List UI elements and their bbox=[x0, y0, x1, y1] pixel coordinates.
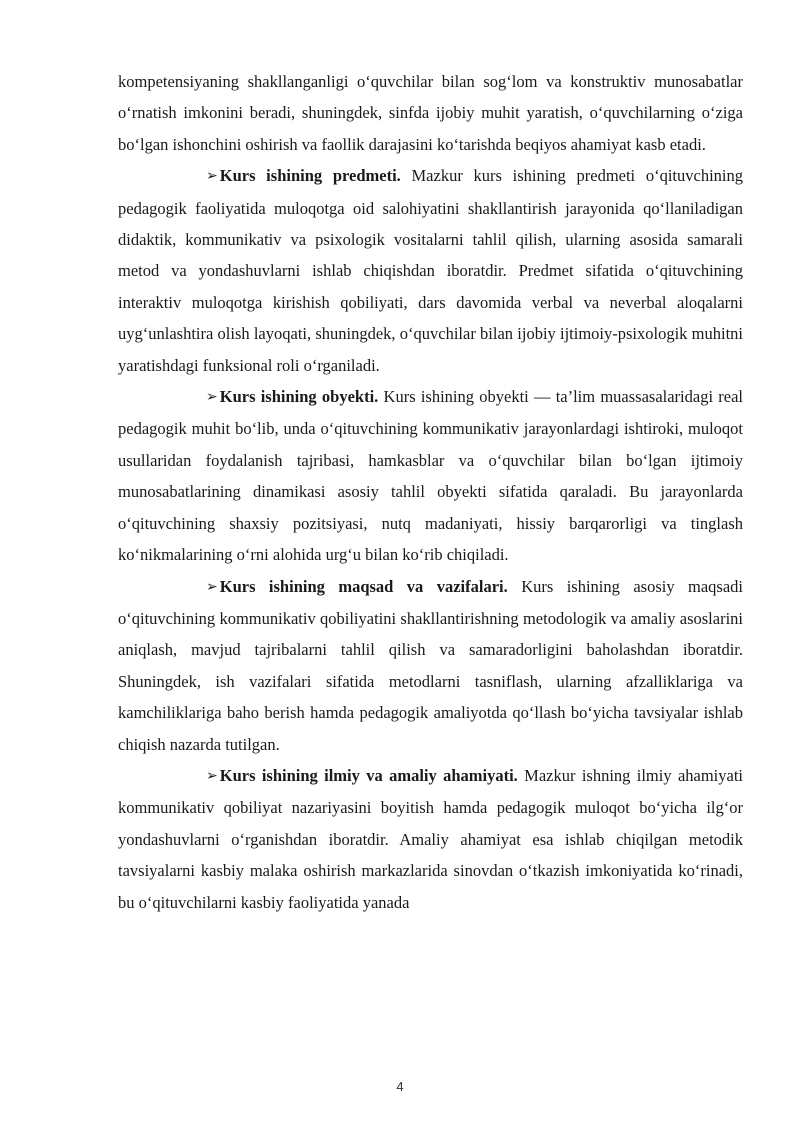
section-heading: Kurs ishining obyekti. bbox=[219, 387, 379, 407]
continuation-paragraph: kompetensiyaning shakllanganligi o‘quvchilar bilan sog‘lom va konstruktiv munosabatlar o‘rnatish imkonini beradi, shuningdek, sinfda ijobiy muhit yaratish, o‘quvchilarning o‘ziga bo‘lgan ishonchini oshirish va faollik darajasini ko‘tarishda beqiyos ahamiyat kasb etadi. bbox=[118, 72, 743, 154]
section-body: Mazkur kurs ishining predmeti o‘qituvchining pedagogik faoliyatida muloqotga oid salohiyatini shakllantirish jarayonida qo‘llaniladigan didaktik, kommunikativ va psixologik vositalarni tahlil qilish, ularning asosida samarali metod va yondashuvlarni ishlab chiqishdan iboratdir. Predmet sifatida o‘qituvchining interaktiv muloqotga kirishish qobiliyati, dars davomida verbal va neverbal aloqalarni uyg‘unlashtira olish layoqati, shuningdek, o‘quvchilar bilan ijobiy ijtimoiy-psixologik muhitni yaratishdagi funksional roli o‘rganiladi. bbox=[118, 166, 743, 375]
section-maqsad bbox=[118, 571, 743, 760]
section-obyekt bbox=[118, 381, 743, 570]
section-heading: Kurs ishining ilmiy va amaliy ahamiyati. bbox=[219, 765, 518, 785]
arrow-bullet-icon: ➢ bbox=[206, 578, 218, 595]
arrow-bullet-icon: ➢ bbox=[206, 389, 218, 406]
section-predmet bbox=[118, 160, 743, 381]
section-body: Kurs ishining obyekti — ta’lim muassasalaridagi real pedagogik muhit bo‘lib, unda o‘qituvchining kommunikativ jarayonlardagi ishtiroki, muloqot usullaridan foydalanish tajribasi, hamkasblar va o‘quvchilar bilan bo‘lgan ijtimoiy munosabatlarining dinamikasi asosiy tahlil obyekti sifatida qaraladi. Bu jarayonlarda o‘qituvchining shaxsiy pozitsiyasi, nutq madaniyati, hissiy barqarorligi va tinglash ko‘nikmalarining o‘rni alohida urg‘u bilan ko‘rib chiqiladi. bbox=[118, 387, 744, 565]
page-number: 4 bbox=[396, 1079, 404, 1094]
arrow-bullet-icon: ➢ bbox=[206, 767, 218, 784]
section-heading: Kurs ishining predmeti. bbox=[219, 166, 401, 186]
section-heading: Kurs ishining maqsad va vazifalari. bbox=[219, 576, 508, 596]
section-body: Kurs ishining asosiy maqsadi o‘qituvchining kommunikativ qobiliyatini shakllantirishning metodologik va amaliy asoslarini aniqlash, mavjud tajribalarni tahlil qilish va samaradorligini baholashdan iboratdir. Shuningdek, ish vazifalari sifatida metodlarni tasniflash, ularning afzalliklariga va kamchiliklariga baho berish hamda pedagogik amaliyotda qo‘llash bo‘yicha tavsiyalar ishlab chiqish nazarda tutilgan. bbox=[118, 576, 743, 754]
arrow-bullet-icon: ➢ bbox=[206, 168, 218, 185]
section-ahamiyat bbox=[118, 760, 743, 918]
section-body: Mazkur ishning ilmiy ahamiyati kommunikativ qobiliyat nazariyasini boyitish hamda pedagogik muloqot bo‘yicha ilg‘or yondashuvlarni o‘rganishdan iboratdir. Amaliy ahamiyat esa ishlab chiqilgan metodik tavsiyalarni kasbiy malaka oshirish markazlarida sinovdan o‘tkazish imkoniyatida ko‘rinadi, bu o‘qituvchilarni kasbiy faoliyatida yanada bbox=[118, 765, 743, 912]
document-page bbox=[118, 66, 743, 918]
